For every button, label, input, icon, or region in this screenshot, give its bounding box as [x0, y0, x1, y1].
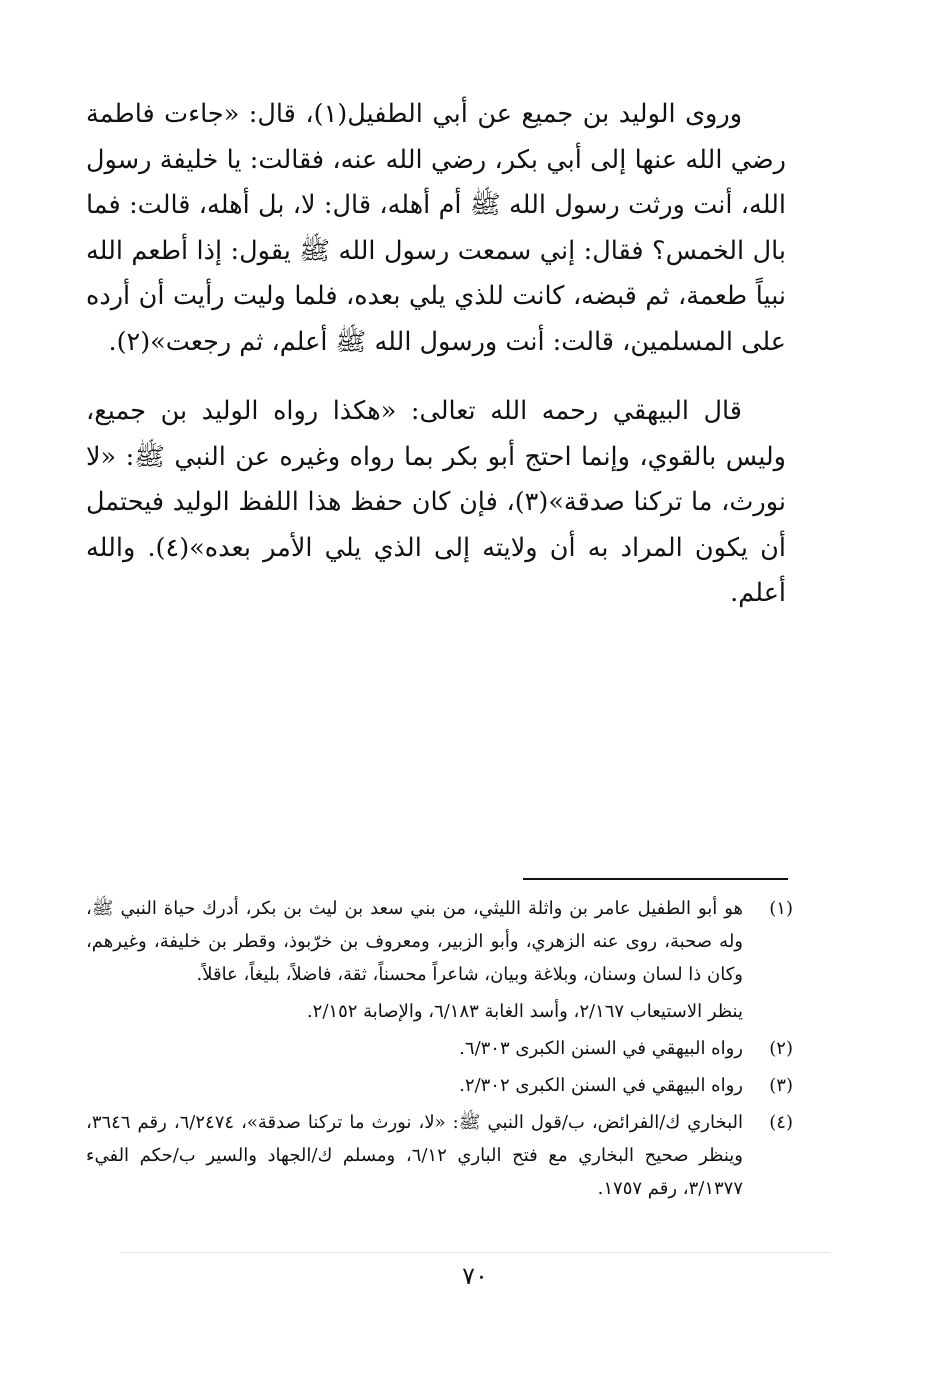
- footnote-text: هو أبو الطفيل عامر بن واثلة الليثي، من بني سعد بن ليث بن بكر، أدرك حياة النبي ﷺ، وله صحبة، روى عنه الزهري، وأبو الزبير، ومعروف بن خرّبوذ، وقطر بن خليفة، وغيرهم، وكان ذا لسان وسنان، وبلاغة وبيان، شاعراً محسناً، ثقة، فاضلاً، بليغاً، عاقلاً.: [86, 898, 743, 985]
- footnote-number: (١): [769, 898, 793, 919]
- main-text: [86, 92, 786, 617]
- footnote-separator: [523, 878, 788, 880]
- footnote-text: رواه البيهقي في السنن الكبرى ٢/٣٠٢.: [459, 1075, 743, 1096]
- footnote-text: البخاري ك/الفرائض، ب/قول النبي ﷺ: «لا، نورث ما تركنا صدقة»، ٦/٢٤٧٤، رقم ٣٦٤٦، وينظر صحيح البخاري مع فتح الباري ٦/١٢، ومسلم ك/الجهاد والسير ب/حكم الفيء ٣/١٣٧٧، رقم ١٧٥٧.: [86, 1112, 744, 1199]
- page-number: ٧٠: [462, 1262, 488, 1290]
- footnote-reference: ينظر الاستيعاب ٢/١٦٧، وأسد الغابة ٦/١٨٣، والإصابة ٢/١٥٢.: [306, 1001, 743, 1022]
- body-paragraph: وروى الوليد بن جميع عن أبي الطفيل(١)، قال: «جاءت فاطمة رضي الله عنها إلى أبي بكر، رضي الله عنه، فقالت: يا خليفة رسول الله، أنت ورثت رسول الله ﷺ أم أهله، قال: لا، بل أهله، قالت: فما بال الخمس؟ فقال: إني سمعت رسول الله ﷺ يقول: إذا أطعم الله نبياً طعمة، ثم قبضه، كانت للذي يلي بعده، فلما وليت رأيت أن أرده على المسلمين، قالت: أنت ورسول الله ﷺ أعلم، ثم رجعت»(٢).: [86, 99, 786, 357]
- footnote: [86, 1106, 793, 1205]
- footnote-text: رواه البيهقي في السنن الكبرى ٦/٣٠٣.: [459, 1038, 743, 1059]
- footnote-number: (٢): [769, 1038, 793, 1059]
- footnote: [86, 892, 793, 1028]
- footnote: [86, 1069, 793, 1102]
- footnotes: [86, 892, 793, 1209]
- body-paragraph: قال البيهقي رحمه الله تعالى: «هكذا رواه الوليد بن جميع، وليس بالقوي، وإنما احتج أبو بكر بما رواه وغيره عن النبي ﷺ: «لا نورث، ما تركنا صدقة»(٣)، فإن كان حفظ هذا اللفظ الوليد فيحتمل أن يكون المراد به أن ولايته إلى الذي يلي الأمر بعده»(٤). والله أعلم.: [86, 396, 786, 608]
- footnote-number: (٤): [769, 1112, 793, 1133]
- page-edge-line: [120, 1252, 830, 1253]
- footnote-number: (٣): [769, 1075, 793, 1096]
- footnote: [86, 1032, 793, 1065]
